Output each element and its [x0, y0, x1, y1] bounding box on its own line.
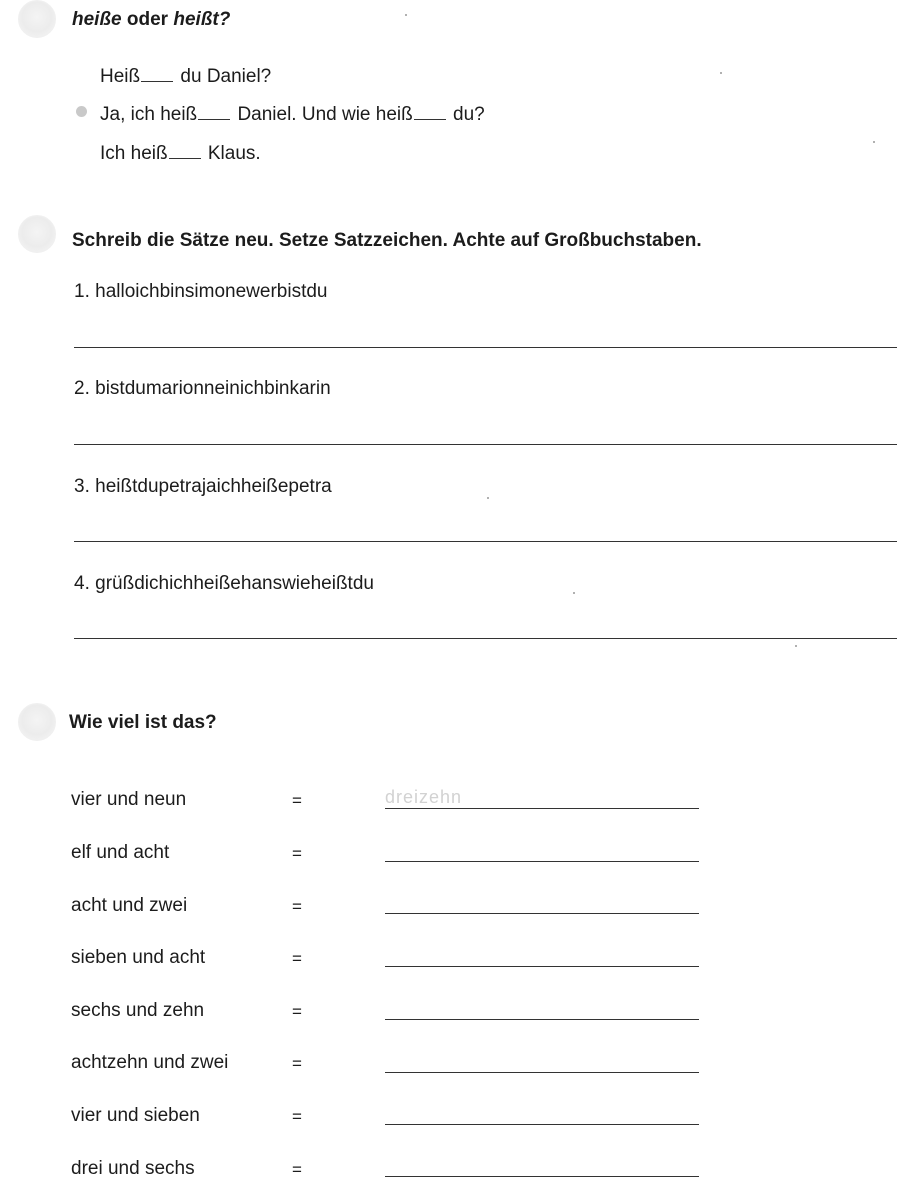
- calc-label: vier und sieben: [71, 1105, 200, 1126]
- item-text: bistdumarionneinichbinkarin: [95, 378, 331, 399]
- exercise-marker-1: [18, 0, 56, 38]
- answer-line[interactable]: [385, 1152, 699, 1177]
- dialogue-text: du?: [453, 104, 485, 125]
- answer-line[interactable]: [385, 995, 699, 1020]
- dialogue-text: Klaus.: [207, 143, 261, 164]
- dialogue-line-1: [100, 63, 271, 88]
- writing-line[interactable]: [74, 444, 897, 445]
- gap-blank[interactable]: [169, 140, 201, 159]
- calc-label: drei und sechs: [71, 1158, 195, 1179]
- dialogue-text: Daniel. Und wie heiß: [237, 104, 413, 125]
- writing-line[interactable]: [74, 638, 897, 639]
- dialogue-text: Ja, ich heiß: [100, 104, 198, 125]
- example-answer: dreizehn: [385, 787, 463, 807]
- calc-label: vier und neun: [71, 789, 187, 810]
- sentence-item: [74, 378, 331, 400]
- item-number: 3.: [74, 476, 90, 497]
- sentence-item: [74, 281, 328, 303]
- dialogue-text: du Daniel?: [180, 66, 272, 87]
- equals-sign: =: [292, 1002, 302, 1021]
- item-number: 4.: [74, 573, 90, 594]
- exercise-marker-2: [18, 215, 56, 253]
- answer-line[interactable]: [385, 1100, 699, 1125]
- equals-sign: =: [292, 1160, 302, 1179]
- scan-speck: [573, 592, 575, 594]
- speaker-dot: [76, 106, 87, 117]
- writing-line[interactable]: [74, 541, 897, 542]
- calc-label: sechs und zehn: [71, 1000, 205, 1021]
- sentence-item: [74, 573, 374, 595]
- calc-label: elf und acht: [71, 842, 170, 863]
- gap-blank[interactable]: [198, 101, 230, 120]
- title-word-heisst: heißt?: [173, 9, 231, 30]
- item-number: 1.: [74, 281, 90, 302]
- item-text: halloichbinsimonewerbistdu: [95, 281, 328, 302]
- sentence-item: [74, 476, 332, 498]
- answer-line[interactable]: [385, 837, 699, 862]
- item-text: grüßdichichheißehanswieheißtdu: [95, 573, 374, 594]
- answer-line[interactable]: [385, 784, 699, 809]
- section1-title: [72, 9, 230, 31]
- answer-line[interactable]: [385, 942, 699, 967]
- equals-sign: =: [292, 1107, 302, 1126]
- item-text: heißtdupetrajaichheißepetra: [95, 476, 332, 497]
- scan-speck: [873, 141, 875, 143]
- scan-speck: [795, 645, 797, 647]
- exercise-marker-3: [18, 703, 56, 741]
- answer-line[interactable]: [385, 1048, 699, 1073]
- dialogue-text: Heiß: [100, 66, 141, 87]
- equals-sign: =: [292, 897, 302, 916]
- scan-speck: [720, 72, 722, 74]
- scan-speck: [487, 497, 489, 499]
- equals-sign: =: [292, 1054, 302, 1073]
- calc-label: sieben und acht: [71, 947, 206, 968]
- gap-blank[interactable]: [141, 63, 173, 82]
- gap-blank[interactable]: [414, 101, 446, 120]
- section3-title: Wie viel ist das?: [69, 712, 217, 733]
- writing-line[interactable]: [74, 347, 897, 348]
- answer-line[interactable]: [385, 889, 699, 914]
- section2-title: Schreib die Sätze neu. Setze Satzzeichen. Achte auf Großbuchstaben.: [72, 230, 702, 251]
- dialogue-line-3: [100, 140, 261, 165]
- title-oder: oder: [126, 9, 169, 30]
- dialogue-line-2: [100, 101, 485, 126]
- dialogue-text: Ich heiß: [100, 143, 168, 164]
- calc-label: acht und zwei: [71, 895, 188, 916]
- item-number: 2.: [74, 378, 90, 399]
- title-word-heisse: heiße: [72, 9, 122, 30]
- equals-sign: =: [292, 791, 302, 810]
- equals-sign: =: [292, 844, 302, 863]
- scan-speck: [405, 14, 407, 16]
- calc-label: achtzehn und zwei: [71, 1052, 229, 1073]
- equals-sign: =: [292, 949, 302, 968]
